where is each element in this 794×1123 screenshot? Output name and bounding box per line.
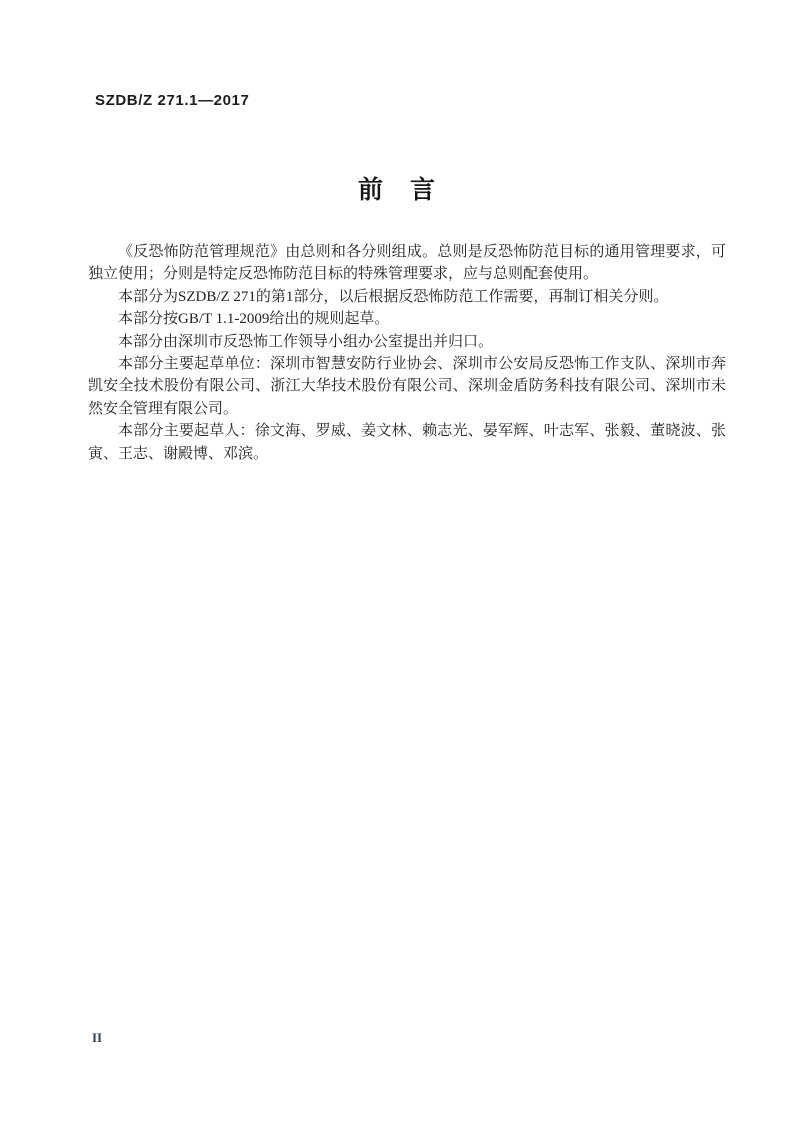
page-title: 前 言 xyxy=(357,176,436,204)
paragraph-part-info: 本部分为SZDB/Z 271的第1部分，以后根据反恐怖防范工作需要，再制订相关分则。 xyxy=(118,288,669,305)
paragraph-drafting-organizations: 本部分主要起草单位：深圳市智慧安防行业协会、深圳市公安局反恐怖工作支队、深圳市奔凯安全技术股份有限公司、浙江大华技术股份有限公司、深圳金盾防务科技有限公司、深圳市未然安全管理有限公司。 xyxy=(88,356,726,417)
paragraph-drafting-rule: 本部分按GB/T 1.1-2009给出的规则起草。 xyxy=(118,311,390,328)
paragraph-issuing-body: 本部分由深圳市反恐怖工作领导小组办公室提出并归口。 xyxy=(118,333,494,350)
page-number: II xyxy=(92,1030,103,1045)
paragraph-drafters: 本部分主要起草人：徐文海、罗威、姜文林、赖志光、晏军辉、叶志军、张毅、董晓波、张寅、王志、谢殿博、邓滨。 xyxy=(88,423,726,462)
standard-number: SZDB/Z 271.1—2017 xyxy=(95,92,250,109)
paragraph-composition: 《反恐怖防范管理规范》由总则和各分则组成。总则是反恐怖防范目标的通用管理要求，可独立使用；分则是特定反恐怖防范目标的特殊管理要求，应与总则配套使用。 xyxy=(88,244,726,283)
foreword-body xyxy=(88,241,726,465)
